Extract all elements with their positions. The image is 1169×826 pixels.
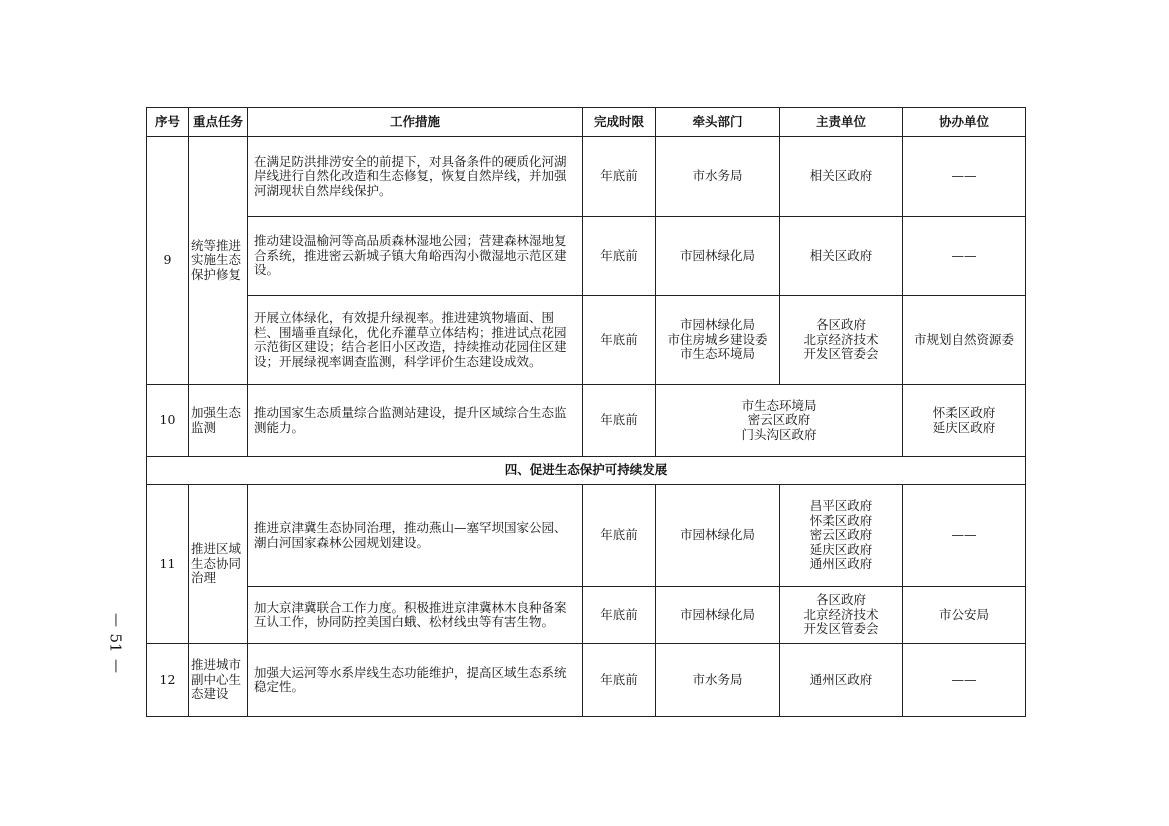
row-deadline: 年底前 <box>583 485 656 587</box>
main-line: 各区政府 <box>815 592 866 608</box>
row-seq: 10 <box>147 385 189 457</box>
row-deadline: 年底前 <box>583 137 656 217</box>
page-number-block <box>104 612 128 692</box>
main-line: 通州区政府 <box>809 556 873 572</box>
main-line: 怀柔区政府 <box>809 512 873 528</box>
page-dash-top: — <box>108 613 124 627</box>
row-deadline: 年底前 <box>583 644 656 717</box>
row-assist: 市公安局 <box>903 587 1026 644</box>
row-deadline: 年底前 <box>583 587 656 644</box>
row-lead: 市园林绿化局 <box>656 587 780 644</box>
row-lead-main <box>656 385 903 457</box>
main-line: 北京经济技术 <box>803 606 879 622</box>
lead-line: 密云区政府 <box>747 412 811 428</box>
table-row <box>147 587 1026 644</box>
page-dash-bottom: — <box>108 659 124 673</box>
row-main <box>780 296 903 385</box>
row-deadline: 年底前 <box>583 385 656 457</box>
row-measure: 加大京津冀联合工作力度。积极推进京津冀林木良种备案互认工作，协同防控美国白蛾、松材线虫等有害生物。 <box>248 587 583 644</box>
row-measure: 推进京津冀生态协同治理，推动燕山—塞罕坝国家公园、潮白河国家森林公园规划建设。 <box>248 485 583 587</box>
row-measure: 推动国家生态质量综合监测站建设，提升区域综合生态监测能力。 <box>248 385 583 457</box>
header-task: 重点任务 <box>189 108 248 137</box>
main-line: 延庆区政府 <box>809 541 873 557</box>
row-main <box>780 587 903 644</box>
row-assist: —— <box>903 485 1026 587</box>
row-deadline: 年底前 <box>583 217 656 296</box>
main-line: 各区政府 <box>815 317 866 333</box>
measures-table <box>146 107 1026 717</box>
table-row <box>147 644 1026 717</box>
row-lead: 市园林绿化局 <box>656 217 780 296</box>
header-deadline: 完成时限 <box>583 108 656 137</box>
header-assist: 协办单位 <box>903 108 1026 137</box>
main-line: 昌平区政府 <box>809 498 873 514</box>
row-lead: 市水务局 <box>656 137 780 217</box>
row-main: 相关区政府 <box>780 137 903 217</box>
lead-line: 市生态环境局 <box>741 397 817 413</box>
row-lead <box>656 296 780 385</box>
lead-line: 市生态环境局 <box>679 346 755 362</box>
row-assist: —— <box>903 217 1026 296</box>
assist-line: 怀柔区政府 <box>932 405 996 420</box>
row-seq: 9 <box>147 137 189 385</box>
row-assist: —— <box>903 137 1026 217</box>
section-title: 四、促进生态保护可持续发展 <box>147 457 1026 485</box>
table-row <box>147 137 1026 217</box>
row-task: 推进城市副中心生态建设 <box>189 644 248 717</box>
row-measure: 推动建设温榆河等高品质森林湿地公园；营建森林湿地复合系统，推进密云新城子镇大角峪西沟小微湿地示范区建设。 <box>248 217 583 296</box>
table-row <box>147 485 1026 587</box>
row-main: 通州区政府 <box>780 644 903 717</box>
header-lead: 牵头部门 <box>656 108 780 137</box>
row-assist: —— <box>903 644 1026 717</box>
lead-line: 市住房城乡建设委 <box>667 331 768 347</box>
row-task: 推进区域生态协同治理 <box>189 485 248 644</box>
row-measure: 开展立体绿化，有效提升绿视率。推进建筑物墙面、围栏、围墙垂直绿化，优化乔灌草立体结构；推进试点花园示范街区建设；结合老旧小区改造，持续推动花园住区建设；开展绿视率调查监测，科学评价生态建设成效。 <box>248 296 583 385</box>
lead-line: 市园林绿化局 <box>679 317 755 333</box>
row-main <box>780 485 903 587</box>
row-seq: 11 <box>147 485 189 644</box>
row-main: 相关区政府 <box>780 217 903 296</box>
row-deadline: 年底前 <box>583 296 656 385</box>
header-seq: 序号 <box>147 108 189 137</box>
lead-line: 门头沟区政府 <box>741 426 817 442</box>
main-line: 北京经济技术 <box>803 331 879 347</box>
table-row <box>147 385 1026 457</box>
header-measure: 工作措施 <box>248 108 583 137</box>
main-line: 开发区管委会 <box>803 346 879 362</box>
row-measure: 加强大运河等水系岸线生态功能维护，提高区域生态系统稳定性。 <box>248 644 583 717</box>
table-header-row <box>147 108 1026 137</box>
main-line: 密云区政府 <box>809 527 873 543</box>
table-row <box>147 296 1026 385</box>
row-assist: 市规划自然资源委 <box>903 296 1026 385</box>
page-number: 51 <box>107 633 125 653</box>
row-assist <box>903 385 1026 457</box>
row-lead: 市水务局 <box>656 644 780 717</box>
row-seq: 12 <box>147 644 189 717</box>
row-task: 加强生态监测 <box>189 385 248 457</box>
main-line: 开发区管委会 <box>803 621 879 637</box>
section-row <box>147 457 1026 485</box>
table-row <box>147 217 1026 296</box>
header-main: 主责单位 <box>780 108 903 137</box>
assist-line: 延庆区政府 <box>932 419 996 435</box>
row-lead: 市园林绿化局 <box>656 485 780 587</box>
row-measure: 在满足防洪排涝安全的前提下，对具备条件的硬质化河湖岸线进行自然化改造和生态修复，恢复自然岸线，并加强河湖现状自然岸线保护。 <box>248 137 583 217</box>
row-task: 统等推进实施生态保护修复 <box>189 137 248 385</box>
